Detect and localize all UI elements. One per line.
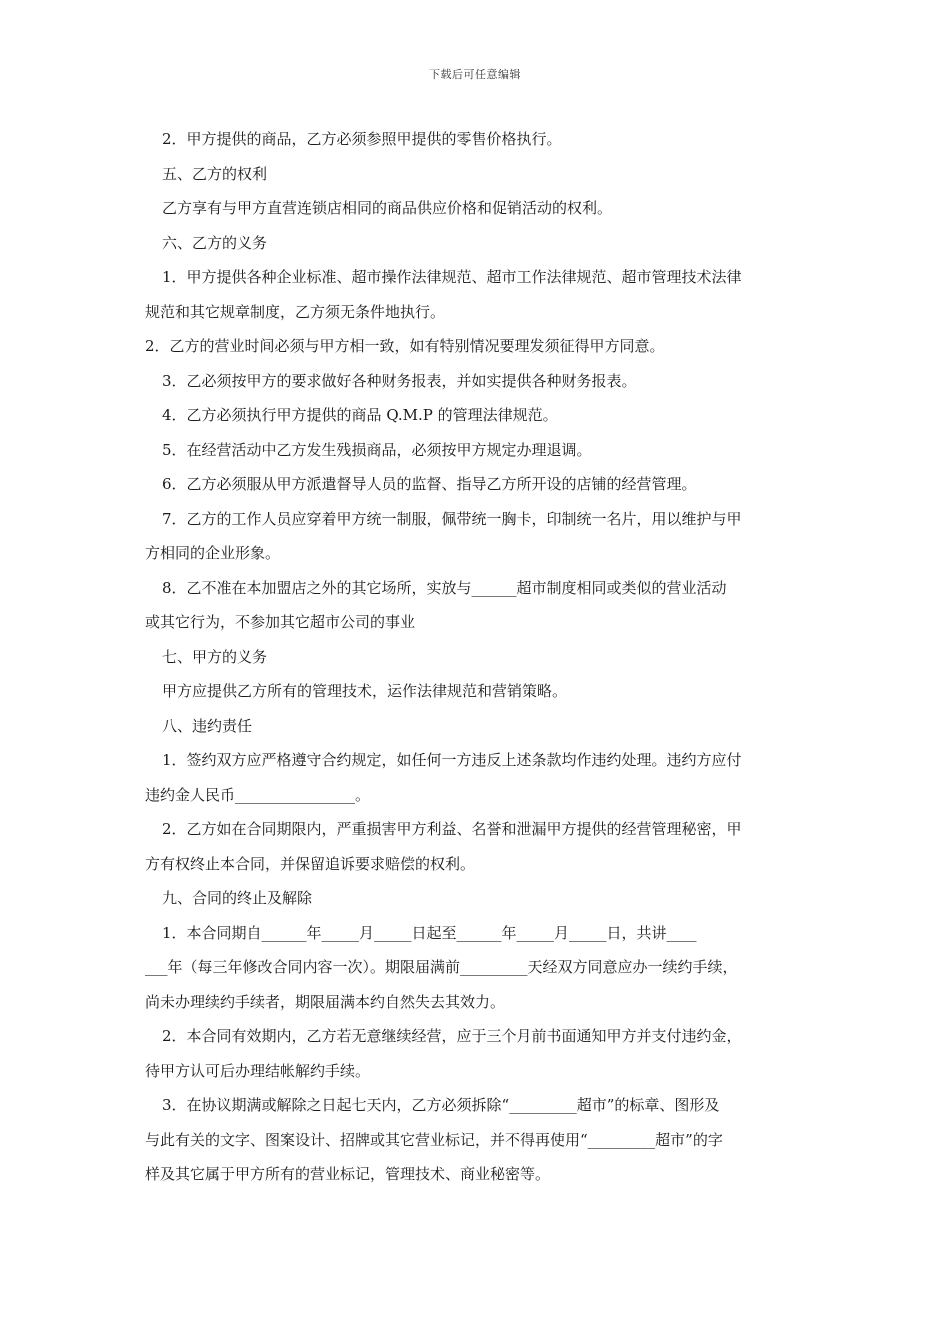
text-line: 待甲方认可后办理结帐解约手续。 <box>145 1061 371 1080</box>
text-line: 八、违约责任 <box>162 716 253 735</box>
document-body <box>145 122 810 1192</box>
text-line: 或其它行为，不参加其它超市公司的事业 <box>145 613 416 631</box>
text-line: 3．在协议期满或解除之日起七天内，乙方必须拆除“_________超市”的标章、图形及 <box>162 1096 720 1114</box>
text-line: 2．乙方如在合同期限内，严重损害甲方利益、名誉和泄漏甲方提供的经营管理秘密，甲 <box>162 820 742 838</box>
text-line: 方相同的企业形象。 <box>145 544 281 562</box>
text-line: 违约金人民币________________。 <box>145 785 371 804</box>
page-header: 下载后可任意编辑 <box>429 68 521 81</box>
text-line: 乙方享有与甲方直营连锁店相同的商品供应价格和促销活动的权利。 <box>162 199 613 217</box>
text-line: 样及其它属于甲方所有的营业标记，管理技术、商业秘密等。 <box>145 1165 551 1183</box>
text-line: 六、乙方的义务 <box>162 233 268 252</box>
text-line: 4．乙方必须执行甲方提供的商品 Q.M.P 的管理法律规范。 <box>162 406 558 424</box>
text-line: 九、合同的终止及解除 <box>162 889 313 907</box>
text-line: 2．甲方提供的商品，乙方必须参照甲提供的零售价格执行。 <box>162 130 562 148</box>
text-line: 2．本合同有效期内，乙方若无意继续经营，应于三个月前书面通知甲方并支付违约金， <box>162 1027 742 1045</box>
text-line: 方有权终止本合同，并保留追诉要求赔偿的权利。 <box>145 854 476 873</box>
text-line: 7．乙方的工作人员应穿着甲方统一制服，佩带统一胸卡，印制统一名片，用以维护与甲 <box>162 509 742 528</box>
text-line: 七、甲方的义务 <box>162 647 268 666</box>
text-line: 3．乙必须按甲方的要求做好各种财务报表，并如实提供各种财务报表。 <box>162 371 637 390</box>
text-line: 规范和其它规章制度，乙方须无条件地执行。 <box>145 302 446 321</box>
text-line: 8．乙不准在本加盟店之外的其它场所，实放与______超市制度相同或类似的营业活动 <box>162 578 727 597</box>
text-line: 1．签约双方应严格遵守合约规定，如任何一方违反上述条款均作违约处理。违约方应付 <box>162 751 742 769</box>
text-line: ___年（每三年修改合同内容一次）。期限届满前_________天经双方同意应办一续约手续， <box>145 958 738 976</box>
text-line: 五、乙方的权利 <box>162 164 268 183</box>
text-line: 2．乙方的营业时间必须与甲方相一致，如有特别情况要理发须征得甲方同意。 <box>145 337 665 355</box>
text-line: 5．在经营活动中乙方发生残损商品，必须按甲方规定办理退调。 <box>162 440 592 459</box>
text-line: 1．甲方提供各种企业标准、超市操作法律规范、超市工作法律规范、超市管理技术法律 <box>162 268 742 286</box>
text-line: 与此有关的文字、图案设计、招牌或其它营业标记，并不得再使用“_________超市”的字 <box>145 1130 723 1149</box>
text-line: 尚未办理续约手续者，期限届满本约自然失去其效力。 <box>145 992 506 1011</box>
text-line: 6．乙方必须服从甲方派遣督导人员的监督、指导乙方所开设的店铺的经营管理。 <box>162 475 697 493</box>
text-line: 甲方应提供乙方所有的管理技术，运作法律规范和营销策略。 <box>162 682 568 700</box>
text-line: 1．本合同期自______年_____月_____日起至______年_____月_____日，共讲____ <box>162 923 697 942</box>
